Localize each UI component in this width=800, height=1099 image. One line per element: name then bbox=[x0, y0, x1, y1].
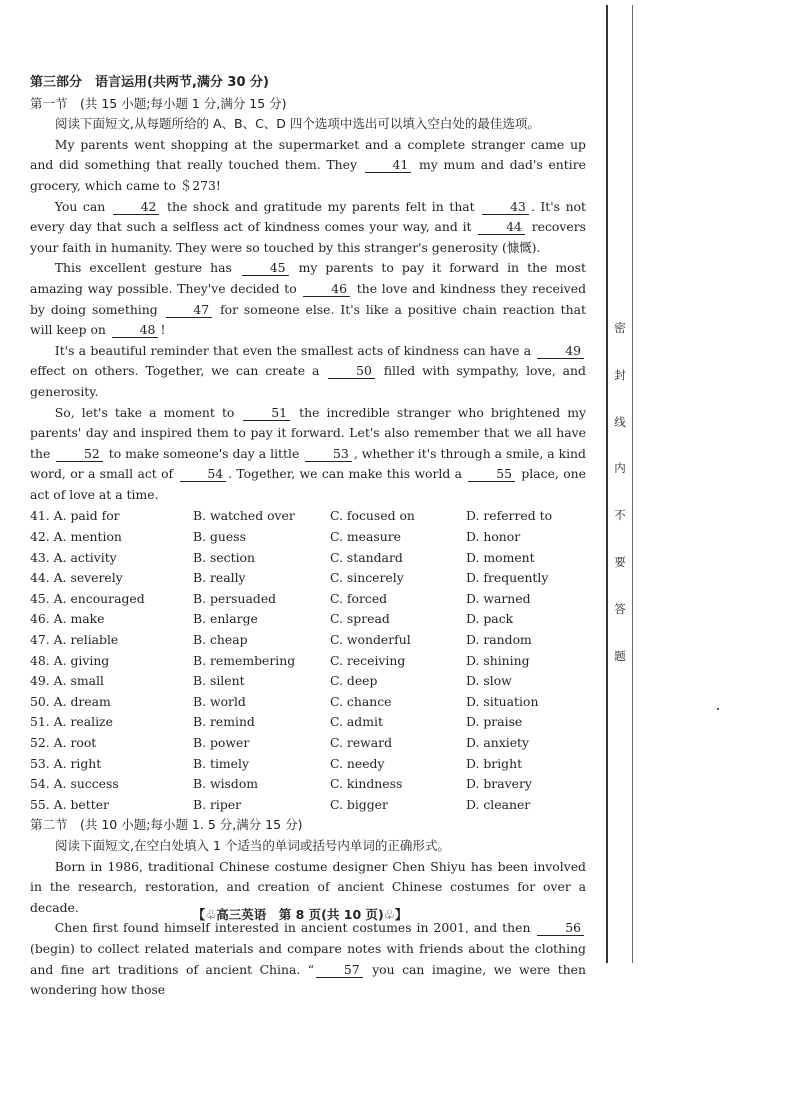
blank-48: 48 bbox=[112, 322, 159, 338]
text-span: for someone else. It's like a positive chain reaction that will keep on bbox=[30, 301, 586, 338]
blank-44: 44 bbox=[478, 219, 525, 235]
passage2-paragraph-2 bbox=[30, 918, 586, 1000]
option-a: 46. A. make bbox=[30, 611, 105, 627]
passage-paragraph-4 bbox=[30, 341, 586, 403]
option-b: B. guess bbox=[193, 529, 246, 545]
part-title: 第三部分 语言运用(共两节,满分 30 分) bbox=[30, 75, 269, 90]
option-c: C. measure bbox=[330, 529, 401, 545]
seal-char: 线 bbox=[614, 414, 626, 429]
blank-52: 52 bbox=[56, 446, 103, 462]
option-b: B. remind bbox=[193, 714, 255, 730]
option-d: D. pack bbox=[466, 611, 514, 627]
passage-paragraph-5 bbox=[30, 403, 586, 506]
passage-paragraph-1 bbox=[30, 135, 586, 197]
option-d: D. frequently bbox=[466, 570, 549, 586]
option-a: 41. A. paid for bbox=[30, 508, 120, 524]
text-span: my mum and dad's entire grocery, which came to ＄273! bbox=[30, 157, 586, 193]
blank-43: 43 bbox=[482, 199, 529, 215]
section2-title: 第二节 (共 10 小题;每小题 1. 5 分,满分 15 分) bbox=[30, 817, 303, 833]
option-d: D. random bbox=[466, 632, 532, 648]
text-span: Chen first found himself interested in ancient costumes in 2001, and then bbox=[54, 920, 531, 936]
option-row-47 bbox=[30, 630, 586, 651]
text-span: recovers your faith in humanity. They were so touched by this stranger's generosity (慷慨). bbox=[30, 219, 586, 255]
section2-instruction: 阅读下面短文,在空白处填入 1 个适当的单词或括号内单词的正确形式。 bbox=[55, 837, 450, 853]
option-row-52 bbox=[30, 733, 586, 754]
text-span: (begin) to collect related materials and compare notes with friends about the clothing and fine art traditions of ancient China. “ bbox=[30, 940, 586, 977]
blank-41: 41 bbox=[365, 157, 412, 173]
option-d: D. bright bbox=[466, 755, 523, 771]
blank-54: 54 bbox=[180, 466, 227, 482]
option-d: D. bravery bbox=[466, 776, 532, 792]
option-c: C. standard bbox=[330, 549, 403, 565]
text-span: So, let's take a moment to bbox=[54, 404, 235, 420]
text-span: My parents went shopping at the supermarket and a complete stranger came up and did something that really touched them. They bbox=[30, 136, 586, 173]
option-d: D. cleaner bbox=[466, 796, 531, 812]
option-a: 53. A. right bbox=[30, 755, 102, 771]
option-row-55 bbox=[30, 795, 586, 816]
option-c: C. sincerely bbox=[330, 570, 404, 586]
blank-55: 55 bbox=[468, 466, 515, 482]
option-a: 47. A. reliable bbox=[30, 632, 119, 648]
text-span: the shock and gratitude my parents felt in that bbox=[167, 198, 475, 214]
scan-speck bbox=[717, 708, 719, 710]
text-span: ! bbox=[160, 322, 166, 338]
option-b: B. remembering bbox=[193, 652, 296, 668]
option-c: C. chance bbox=[330, 693, 392, 709]
seal-char: 不 bbox=[614, 508, 626, 523]
option-row-43 bbox=[30, 548, 586, 569]
text-span: . Together, we can make this world a bbox=[228, 466, 463, 482]
option-c: C. needy bbox=[330, 755, 385, 771]
option-d: D. praise bbox=[466, 714, 523, 730]
text-span: . It's not every day that such a selfless act of kindness comes your way, and it bbox=[30, 198, 587, 235]
option-a: 48. A. giving bbox=[30, 652, 110, 668]
blank-47: 47 bbox=[166, 302, 213, 318]
page-footer: 【♧高三英语 第 8 页(共 10 页)♧】 bbox=[192, 907, 408, 922]
text-span: my parents to pay it forward in the most amazing way possible. They've decided to bbox=[30, 260, 586, 296]
text-span: you can imagine, we were then wondering how those bbox=[30, 961, 586, 998]
seal-char: 题 bbox=[614, 648, 626, 663]
seal-char: 内 bbox=[614, 461, 626, 476]
option-d: D. referred to bbox=[466, 508, 553, 524]
option-b: B. enlarge bbox=[193, 611, 258, 627]
option-b: B. world bbox=[193, 693, 246, 709]
option-a: 50. A. dream bbox=[30, 693, 111, 709]
blank-56: 56 bbox=[537, 920, 584, 936]
option-row-42 bbox=[30, 527, 586, 548]
option-d: D. anxiety bbox=[466, 735, 529, 750]
option-b: B. timely bbox=[193, 755, 249, 771]
option-row-53 bbox=[30, 754, 586, 775]
option-row-48 bbox=[30, 651, 586, 672]
blank-50: 50 bbox=[328, 363, 375, 379]
option-d: D. shining bbox=[466, 652, 530, 668]
option-b: B. cheap bbox=[193, 632, 248, 648]
options-table bbox=[30, 506, 586, 815]
option-a: 55. A. better bbox=[30, 796, 109, 812]
option-d: D. situation bbox=[466, 693, 539, 709]
binding-line-inner bbox=[632, 5, 633, 963]
text-span: the love and kindness they received by doing something bbox=[30, 280, 587, 317]
blank-51: 51 bbox=[243, 405, 290, 421]
section1-instruction: 阅读下面短文,从每题所给的 A、B、C、D 四个选项中选出可以填入空白处的最佳选项。 bbox=[55, 116, 540, 132]
passage-paragraph-2 bbox=[30, 197, 586, 259]
blank-49: 49 bbox=[537, 343, 584, 359]
text-span: effect on others. Together, we can create a bbox=[30, 363, 320, 379]
option-b: B. silent bbox=[193, 673, 245, 689]
option-c: C. bigger bbox=[330, 796, 388, 812]
option-d: D. warned bbox=[466, 590, 531, 606]
option-b: B. wisdom bbox=[193, 776, 259, 792]
option-a: 44. A. severely bbox=[30, 570, 123, 586]
option-row-50 bbox=[30, 692, 586, 713]
option-row-54 bbox=[30, 774, 586, 795]
text-span: filled with sympathy, love, and generosity. bbox=[30, 363, 586, 399]
option-a: 49. A. small bbox=[30, 673, 104, 689]
option-row-46 bbox=[30, 609, 586, 630]
text-span: place, one act of love at a time. bbox=[30, 466, 586, 502]
blank-53: 53 bbox=[305, 446, 352, 462]
text-span: the incredible stranger who brightened my parents' day and inspired them to pay it forward. Let's also remember that we all have the bbox=[30, 404, 586, 461]
option-b: B. riper bbox=[193, 796, 242, 812]
option-c: C. spread bbox=[330, 611, 390, 627]
option-c: C. wonderful bbox=[330, 632, 411, 648]
option-d: D. moment bbox=[466, 549, 535, 565]
option-b: B. watched over bbox=[193, 508, 295, 524]
passage2-paragraph-1: Born in 1986, traditional Chinese costume designer Chen Shiyu has been involved in the research, restoration, and creation of ancient Chinese costumes for over a decade. bbox=[30, 858, 586, 915]
option-c: C. kindness bbox=[330, 776, 403, 792]
option-row-49 bbox=[30, 671, 586, 692]
binding-line bbox=[606, 5, 608, 963]
option-b: B. power bbox=[193, 735, 250, 750]
option-row-41 bbox=[30, 506, 586, 527]
option-c: C. admit bbox=[330, 714, 383, 730]
option-c: C. reward bbox=[330, 735, 393, 750]
option-row-51 bbox=[30, 712, 586, 733]
option-a: 45. A. encouraged bbox=[30, 590, 145, 606]
option-d: D. slow bbox=[466, 673, 512, 689]
section1-title: 第一节 (共 15 小题;每小题 1 分,满分 15 分) bbox=[30, 95, 287, 111]
seal-char: 答 bbox=[614, 601, 626, 616]
passage-paragraph-3 bbox=[30, 258, 586, 340]
option-a: 51. A. realize bbox=[30, 714, 113, 730]
option-a: 42. A. mention bbox=[30, 529, 122, 545]
option-c: C. focused on bbox=[330, 508, 415, 524]
option-a: 43. A. activity bbox=[30, 549, 117, 565]
text-span: It's a beautiful reminder that even the smallest acts of kindness can have a bbox=[54, 342, 532, 358]
seal-line-notice bbox=[612, 320, 628, 694]
text-span: , whether it's through a smile, a kind word, or a small act of bbox=[30, 445, 586, 482]
option-c: C. deep bbox=[330, 673, 378, 689]
exam-content bbox=[30, 73, 586, 1001]
blank-45: 45 bbox=[242, 260, 289, 276]
option-b: B. persuaded bbox=[193, 590, 277, 606]
option-row-45 bbox=[30, 589, 586, 610]
option-c: C. receiving bbox=[330, 652, 406, 668]
option-a: 52. A. root bbox=[30, 735, 97, 750]
blank-42: 42 bbox=[113, 199, 160, 215]
option-c: C. forced bbox=[330, 590, 388, 606]
text-span: You can bbox=[54, 198, 106, 214]
option-a: 54. A. success bbox=[30, 776, 119, 792]
seal-char: 要 bbox=[614, 554, 626, 569]
blank-46: 46 bbox=[303, 281, 350, 297]
seal-char: 封 bbox=[614, 367, 626, 382]
blank-57: 57 bbox=[316, 962, 363, 978]
text-span: to make someone's day a little bbox=[108, 445, 300, 461]
text-span: This excellent gesture has bbox=[54, 260, 232, 276]
option-b: B. really bbox=[193, 570, 246, 586]
seal-char: 密 bbox=[614, 321, 626, 335]
option-row-44 bbox=[30, 568, 586, 589]
option-d: D. honor bbox=[466, 529, 521, 545]
option-b: B. section bbox=[193, 549, 255, 565]
